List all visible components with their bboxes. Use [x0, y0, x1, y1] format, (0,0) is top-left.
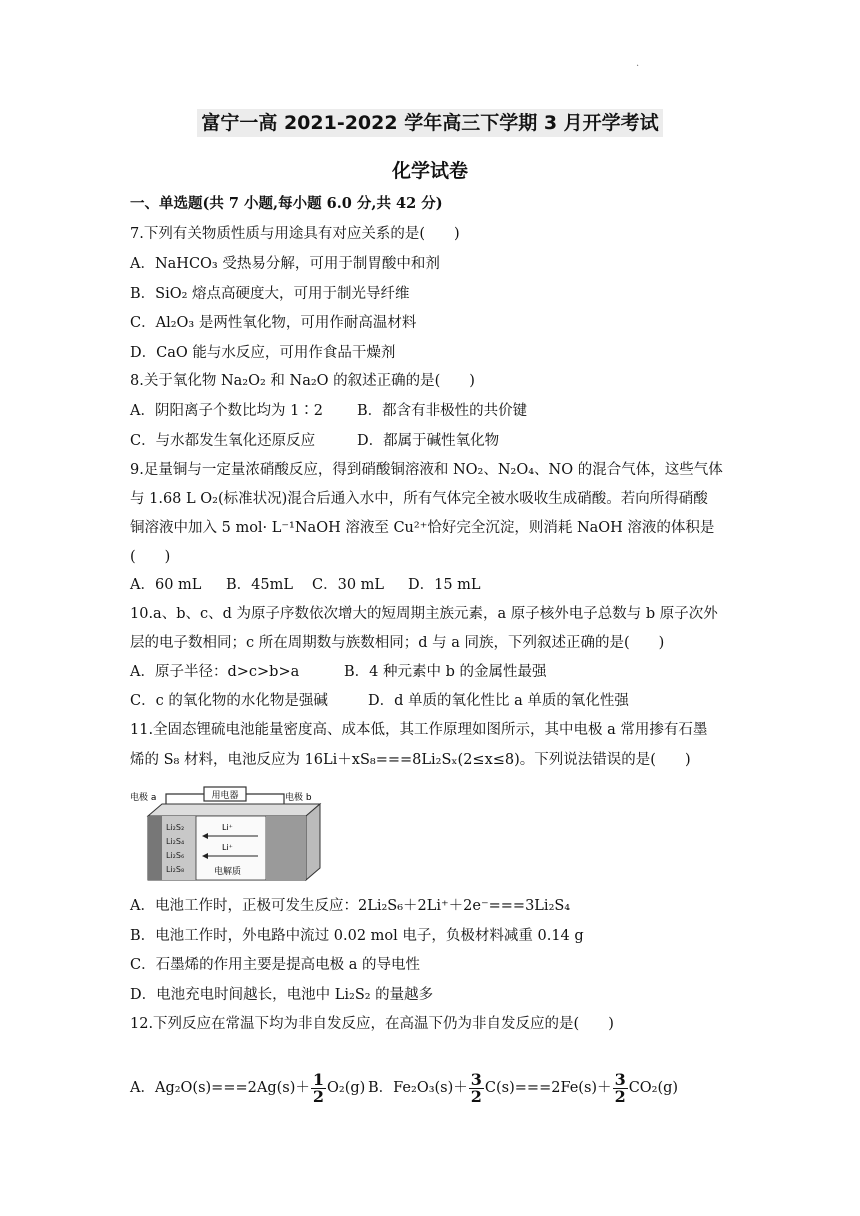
question-11-option-a: A．电池工作时，正极可发生反应：2Li₂S₆＋2Li⁺＋2e⁻===3Li₂S₄ [130, 898, 571, 914]
question-7-option-c: C．Al₂O₃ 是两性氧化物，可用作耐高温材料 [130, 315, 417, 331]
option-b-text-end: CO₂(g) [628, 1080, 679, 1096]
question-11-option-c: C．石墨烯的作用主要是提高电极 a 的导电性 [130, 957, 420, 973]
electrode-a [148, 816, 162, 880]
question-9-option-b: B．45mL [226, 577, 293, 593]
question-10-option-a: A．原子半径：d>c>b>a [130, 664, 300, 680]
question-7-option-a: A．NaHCO₃ 受热易分解，可用于制胃酸中和剂 [130, 256, 440, 272]
question-11-option-b: B．电池工作时，外电路中流过 0.02 mol 电子，负极材料减重 0.14 g [130, 928, 584, 944]
section-heading: 一、单选题(共 7 小题,每小题 6.0 分,共 42 分) [130, 195, 443, 212]
fraction-numerator: 3 [470, 1069, 482, 1089]
question-9-line1: 9.足量铜与一定量浓硝酸反应，得到硝酸铜溶液和 NO₂、N₂O₄、NO 的混合气体，这些气体 [130, 462, 723, 478]
fraction-denominator: 2 [312, 1086, 325, 1106]
question-10-option-b: B．4 种元素中 b 的金属性最强 [344, 664, 547, 680]
question-10-line1: 10.a、b、c、d 为原子序数依次增大的短周期主族元素，a 原子核外电子总数与 b 原子次外 [130, 606, 718, 622]
question-9-line2: 与 1.68 L O₂(标准状况)混合后通入水中，所有气体完全被水吸收生成硝酸。若向所得硝酸 [130, 491, 708, 507]
question-12-stem: 12.下列反应在常温下均为非自发反应，在高温下仍为非自发反应的是( ) [130, 1016, 614, 1032]
corner-mark: . [636, 58, 640, 69]
option-b-text-mid: C(s)===2Fe(s)＋ [484, 1080, 612, 1096]
question-12-option-a [130, 1070, 365, 1106]
fraction [469, 1069, 484, 1106]
device-label: 用电器 [211, 791, 239, 801]
question-10-line2: 层的电子数相同；c 所在周期数与族数相同；d 与 a 同族，下列叙述正确的是( ) [130, 635, 665, 651]
electrode-b [266, 816, 306, 880]
question-9-option-c: C．30 mL [312, 577, 385, 593]
electrolyte-label: 电解质 [214, 867, 242, 877]
fraction-denominator: 2 [470, 1086, 482, 1106]
question-8-option-c: C．与水都发生氧化还原反应 [130, 433, 316, 449]
ion-label-2: Li⁺ [222, 843, 233, 852]
species-label: Li₂S₄ [166, 837, 185, 846]
question-9-option-a: A．60 mL [130, 577, 202, 593]
option-a-text-end: O₂(g) [327, 1080, 366, 1096]
question-8-stem: 8.关于氧化物 Na₂O₂ 和 Na₂O 的叙述正确的是( ) [130, 373, 475, 389]
fraction [311, 1069, 326, 1106]
fraction-numerator: 3 [614, 1069, 626, 1089]
question-10-option-d: D．d 单质的氧化性比 a 单质的氧化性强 [368, 693, 629, 709]
question-7-option-d: D．CaO 能与水反应，可用作食品干燥剂 [130, 345, 396, 361]
question-12-option-b [368, 1070, 678, 1106]
question-9-line3: 铜溶液中加入 5 mol· L⁻¹NaOH 溶液至 Cu²⁺恰好完全沉淀，则消耗 NaOH 溶液的体积是 [130, 520, 715, 536]
question-11-line1: 11.全固态锂硫电池能量密度高、成本低，其工作原理如图所示，其中电极 a 常用掺有石墨 [130, 722, 708, 738]
question-8-option-d: D．都属于碱性氧化物 [357, 433, 500, 449]
question-9-line4: ( ) [130, 549, 171, 565]
option-a-text: A．Ag₂O(s)===2Ag(s)＋ [130, 1080, 310, 1096]
question-8-option-b: B．都含有非极性的共价键 [357, 403, 528, 419]
question-11-option-d: D．电池充电时间越长，电池中 Li₂S₂ 的量越多 [130, 987, 434, 1003]
species-label: Li₂S₆ [166, 851, 185, 860]
fraction-numerator: 1 [312, 1069, 325, 1089]
question-7-stem: 7.下列有关物质性质与用途具有对应关系的是( ) [130, 226, 460, 242]
question-8-option-a: A．阴阳离子个数比均为 1∶2 [130, 403, 324, 419]
question-11-line2: 烯的 S₈ 材料，电池反应为 16Li＋xS₈===8Li₂Sₓ(2≤x≤8)。下列说法错误的是( ) [130, 752, 691, 768]
page-title-text: 富宁一高 2021-2022 学年高三下学期 3 月开学考试 [197, 109, 662, 137]
species-label: Li₂S₈ [166, 865, 185, 874]
question-9-option-d: D．15 mL [408, 577, 481, 593]
question-7-option-b: B．SiO₂ 熔点高硬度大，可用于制光导纤维 [130, 286, 410, 302]
ion-label-1: Li⁺ [222, 823, 233, 832]
page-subtitle: 化学试卷 [391, 160, 468, 182]
question-10-option-c: C．c 的氧化物的水化物是强碱 [130, 693, 328, 709]
electrode-a-label: 电极 a [130, 793, 157, 803]
option-b-text: B．Fe₂O₃(s)＋ [368, 1080, 468, 1096]
page-title [0, 108, 860, 135]
electrode-b-label: 电极 b [285, 793, 312, 803]
fraction [613, 1069, 628, 1106]
battery-diagram [130, 784, 340, 884]
species-label: Li₂S₂ [166, 823, 185, 832]
fraction-denominator: 2 [614, 1086, 626, 1106]
